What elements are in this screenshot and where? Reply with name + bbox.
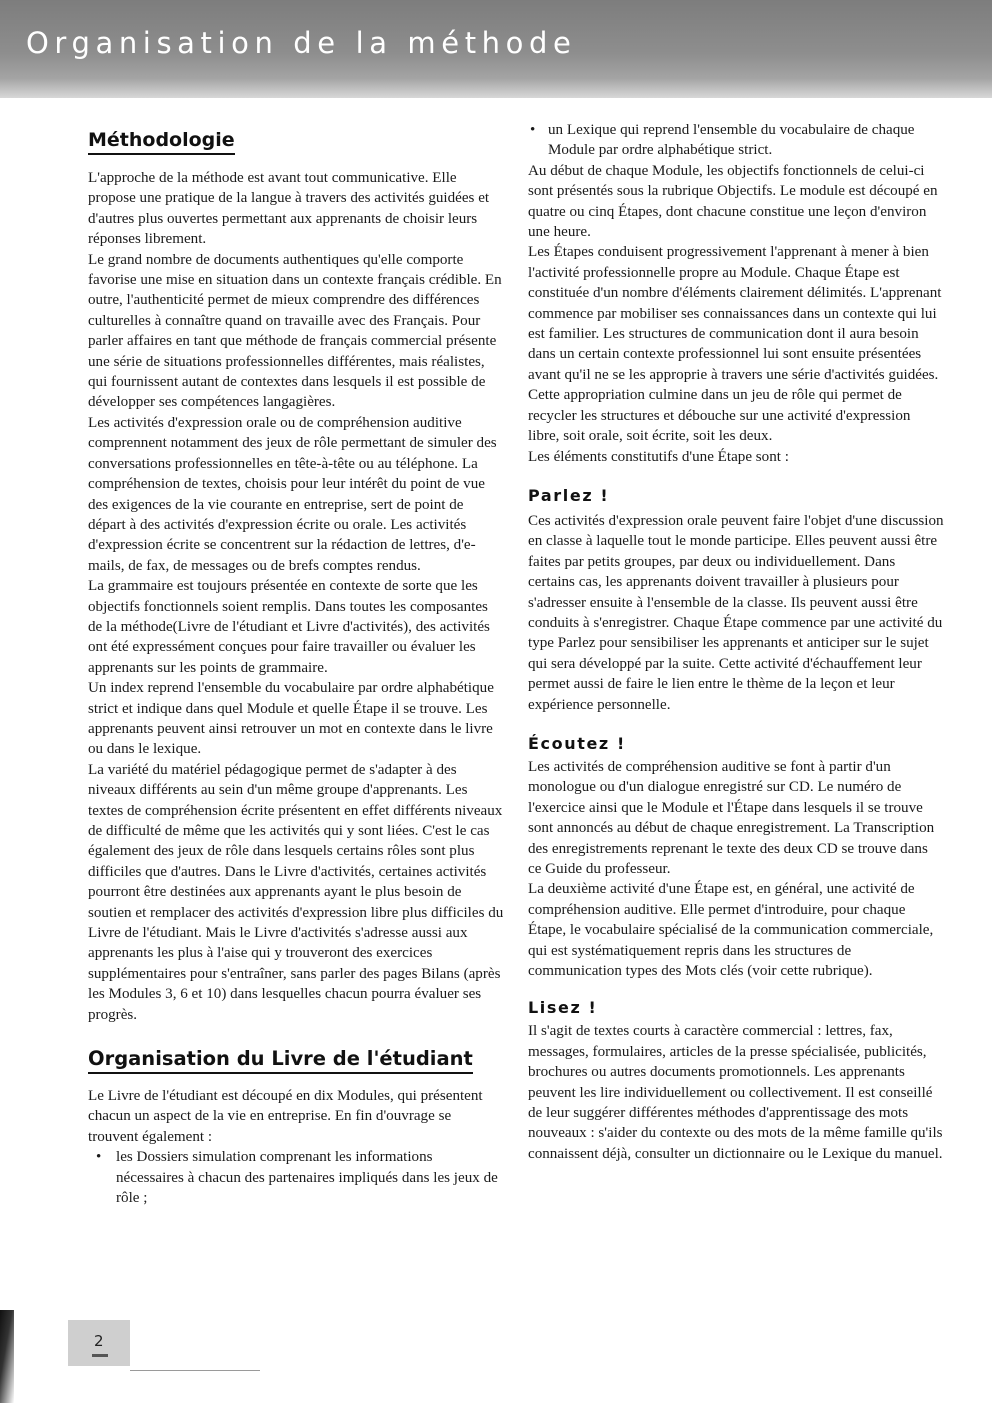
binding-shadow: [0, 1310, 14, 1403]
paragraph: Les éléments constitutifs d'une Étape sont :: [528, 448, 789, 465]
parlez-heading: Parlez !: [528, 485, 610, 505]
page-title: Organisation de la méthode: [26, 26, 577, 60]
paragraph: La grammaire est toujours présentée en contexte de sorte que les objectifs fonctionnels soient remplis. Dans toutes les composantes de la méthode(Livre de l'étudiant et Livre d'activités), des activités ont été expressément conçues pour faire travailler ou évaluer les apprenants sur les points de grammaire.: [88, 578, 490, 676]
paragraph: Le grand nombre de documents authentiques qu'elle comporte favorise une mise en situation dans un contexte français crédible. En outre, l'authenticité permet de mieux comprendre des différences culturelles à connaître quand on travaille avec des Français. Pour parler affaires en tant que méthode de français commercial présente une série de situations professionnelles différentes, mais réalistes, qui fournissent autant de contextes dans lesquels il est possible de développer ses compétences langagières.: [88, 251, 502, 411]
list-item: • les Dossiers simulation comprenant les informations nécessaires à chacun des partenaires impliqués dans les jeux de rôle ;: [88, 1147, 504, 1208]
lisez-heading: Lisez !: [528, 998, 598, 1018]
page-number-box: [68, 1320, 130, 1366]
page-number-bar: [92, 1354, 108, 1357]
paragraph: Les activités d'expression orale ou de compréhension auditive comprennent notamment des jeux de rôle permettant de simuler des conversations professionnelles en tête-à-tête ou au téléphone. La compréhension de textes, choisis pour leur intérêt du point de vue des exigences de la vie courante en entreprise, sert de point de départ à des activités d'expression écrite ou orale. Les activités d'expression écrite se concentrent sur la rédaction de lettres, d'e-mails, de fax, de messages ou de brefs comptes rendus.: [88, 414, 497, 574]
paragraph: Le Livre de l'étudiant est découpé en dix Modules, qui présentent chacun un aspect de la vie en entreprise. En fin d'ouvrage se trouvent également :: [88, 1088, 483, 1145]
lexique-list: [528, 120, 944, 161]
paragraph: L'approche de la méthode est avant tout communicative. Elle propose une pratique de la langue à travers des activités guidées et d'autres plus ouvertes permettant aux apprenants de choisir leurs réponses librement.: [88, 170, 490, 248]
methodologie-heading-wrap: [88, 128, 504, 155]
paragraph: Les activités de compréhension auditive se font à partir d'un monologue ou d'un dialogue enregistré sur CD. Le numéro de l'exercice ainsi que le Module et l'Étape dans lesquels il se trouve sont annoncés au début de chaque enregistrement. La Transcription des enregistrements reprenant le texte des deux CD se trouve dans ce Guide du professeur.: [528, 758, 935, 877]
paragraph: La deuxième activité d'une Étape est, en général, une activité de compréhension auditive. Elle permet d'introduire, pour chaque Étape, le vocabulaire spécialisé de la communication commerciale, qui est systématiquement repris dans les structures de communication types des Mots clés (voir cette rubrique).: [528, 881, 934, 980]
organisation-list: [88, 1147, 504, 1208]
paragraph: La variété du matériel pédagogique permet de s'adapter à des niveaux différents au sein d'un même groupe d'apprenants. Les textes de compréhension écrite présentent en effet différents niveaux de difficulté de même que les activités qui y sont liées. C'est le cas également des jeux de rôle dans lesquels certains rôles sont plus difficiles que d'autres. Dans le Livre d'activités, certaines activités pourront être destinées aux apprenants ayant le plus besoin de soutien et remplacer des activités d'expression libre plus difficiles du Livre de l'étudiant. Mais le Livre d'activités s'adresse aussi aux apprenants les plus à l'aise qui y trouveront des exercices supplémentaires pour s'entraîner, sans parler des pages Bilans (après les Modules 3, 6 et 10) dans lesquelles chacun pourra évaluer ses progrès.: [88, 761, 504, 1023]
ecoutez-heading: Écoutez !: [528, 733, 626, 753]
list-item: • un Lexique qui reprend l'ensemble du vocabulaire de chaque Module par ordre alphabétique strict.: [528, 120, 944, 161]
paragraph: Il s'agit de textes courts à caractère commercial : lettres, fax, messages, formulaires, articles de la presse spécialisée, publicités, brochures ou autres documents promotionnels. Les apprenants peuvent les lire individuellement ou collectivement. Il est conseillé de leur suggérer différentes méthodes d'apprentissage des mots nouveaux : s'aider du contexte ou des mots de la même famille qu'ils connaissent déjà, consulter un dictionnaire ou le Lexique du manuel.: [528, 1023, 943, 1162]
organisation-heading: Organisation du Livre de l'étudiant: [88, 1047, 473, 1074]
left-column: [88, 120, 504, 1209]
paragraph: Ces activités d'expression orale peuvent faire l'objet d'une discussion en classe à laquelle tout le monde participe. Elles peuvent aussi être faites par petits groupes, par deux ou individuellement. Dans certains cas, les apprenants doivent travailler à plusieurs pour s'adresser ensuite à l'ensemble de la classe. Ils peuvent aussi être conduits à s'enregistrer. Chaque Étape commence par une activité du type Parlez pour sensibiliser les apprenants et anticiper sur le sujet qui sera développé par la suite. Cette activité d'échauffement leur permet aussi de faire le lien entre le thème de la leçon et leur expérience personnelle.: [528, 512, 944, 713]
paragraph: Au début de chaque Module, les objectifs fonctionnels de celui-ci sont présentés sous la rubrique Objectifs. Le module est découpé en quatre ou cinq Étapes, dont chacune constitue une leçon d'environ une heure.: [528, 162, 938, 241]
bottom-rule: [130, 1370, 260, 1371]
page-number: 2: [94, 1332, 104, 1350]
paragraph: Les Étapes conduisent progressivement l'apprenant à mener à bien l'activité professionnelle propre au Module. Chaque Étape est constituée d'un nombre d'éléments clairement délimités. L'apprenant commence par mobiliser ses connaissances dans un contexte qui lui est familier. Les structures de communication dont il aura besoin dans un certain contexte professionnel lui sont ensuite présentées avant qu'il ne se les approprie à travers une série d'activités guidées. Cette appropriation culmine dans un jeu de rôle qui permet de recycler les structures et débouche sur une activité d'expression libre, soit orale, soit écrite, soit les deux.: [528, 244, 942, 445]
paragraph: Un index reprend l'ensemble du vocabulaire par ordre alphabétique strict et indique dans quel Module et quelle Étape il se trouve. Les apprenants peuvent ainsi retrouver un mot en contexte dans le livre ou dans le lexique.: [88, 680, 494, 758]
right-column: [528, 120, 944, 1164]
header-band: [0, 0, 992, 98]
methodologie-heading: Méthodologie: [88, 128, 235, 155]
